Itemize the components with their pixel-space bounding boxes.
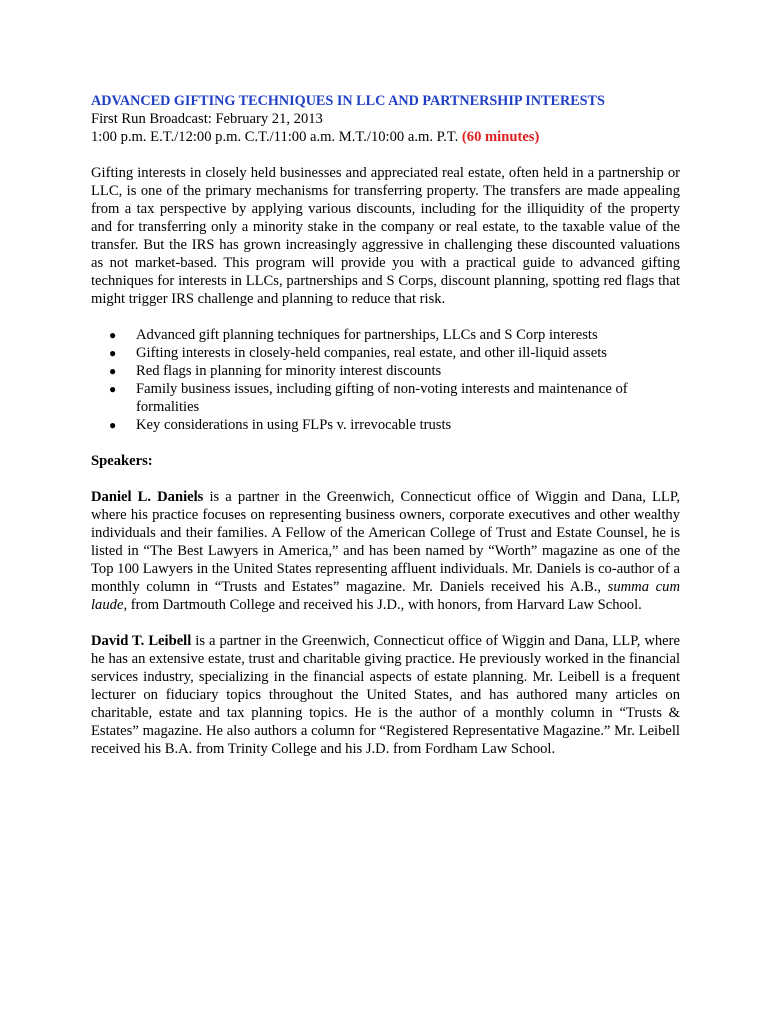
speaker-bio-daniels (91, 488, 680, 614)
bullet-icon: ● (109, 418, 117, 432)
topic-list (91, 326, 680, 434)
times-text: 1:00 p.m. E.T./12:00 p.m. C.T./11:00 a.m. M.T./10:00 a.m. P.T. (91, 129, 459, 145)
list-item (109, 326, 680, 344)
bullet-icon: ● (109, 364, 117, 378)
list-item (109, 380, 680, 416)
list-item-text: Gifting interests in closely-held companies, real estate, and other ill-liquid assets (136, 345, 607, 361)
speakers-heading: Speakers: (91, 453, 153, 469)
program-description: Gifting interests in closely held businesses and appreciated real estate, often held in a partnership or LLC, is one of the primary mechanisms for transferring property. The transfers are made appealing from a tax perspective by applying various discounts, including for the illiquidity of the property and for transferring only a minority stake in the company or real estate, to the taxable value of the transfer. But the IRS has grown increasingly aggressive in challenging these discounted valuations as not market-based. This program will provide you with a practical guide to advanced gifting techniques for interests in LLCs, partnerships and S Corps, discount planning, spotting red flags that might trigger IRS challenge and planning to reduce that risk. (91, 165, 680, 307)
speaker-bio-italic: summa cum laude (91, 579, 680, 613)
broadcast-date: First Run Broadcast: February 21, 2013 (91, 111, 323, 127)
list-item-text: Key considerations in using FLPs v. irrevocable trusts (136, 417, 452, 433)
list-item-text: Family business issues, including gifting of non-voting interests and maintenance of formalities (136, 381, 628, 415)
program-title: ADVANCED GIFTING TECHNIQUES IN LLC AND PARTNERSHIP INTERESTS (91, 93, 605, 109)
list-item (109, 344, 680, 362)
bullet-icon: ● (109, 346, 117, 360)
speaker-name: Daniel L. Daniels (91, 489, 204, 505)
bullet-icon: ● (109, 328, 117, 342)
broadcast-times (91, 128, 680, 146)
speaker-bio-leibell (91, 632, 680, 758)
duration-label: (60 minutes) (461, 129, 540, 145)
list-item-text: Red flags in planning for minority interest discounts (136, 363, 442, 379)
list-item-text: Advanced gift planning techniques for partnerships, LLCs and S Corp interests (136, 327, 598, 343)
speaker-name: David T. Leibell (91, 633, 192, 649)
speaker-bio-text: , from Dartmouth College and received his J.D., with honors, from Harvard Law School. (123, 597, 642, 613)
speaker-bio-text: is a partner in the Greenwich, Connecticut office of Wiggin and Dana, LLP, where his practice focuses on representing business owners, corporate executives and other wealthy individuals and their families. A Fellow of the American College of Trust and Estate Counsel, he is listed in “The Best Lawyers in America,” and has been named by “Worth” magazine as one of the Top 100 Lawyers in the United States representing affluent individuals. Mr. Daniels is co-author of a monthly column in “Trusts and Estates” magazine. Mr. Daniels received his A.B., (91, 489, 680, 595)
list-item (109, 362, 680, 380)
speaker-bio-text: is a partner in the Greenwich, Connecticut office of Wiggin and Dana, LLP, where he has an extensive estate, trust and charitable giving practice. He previously worked in the financial services industry, specializing in the financial aspects of estate planning. Mr. Leibell is a frequent lecturer on fiduciary topics throughout the United States, and has authored many articles on charitable, estate and tax planning topics. He is the author of a monthly column in “Trusts & Estates” magazine. He also authors a column for “Registered Representative Magazine.” Mr. Leibell received his B.A. from Trinity College and his J.D. from Fordham Law School. (91, 633, 680, 757)
bullet-icon: ● (109, 382, 117, 396)
list-item (109, 416, 680, 434)
